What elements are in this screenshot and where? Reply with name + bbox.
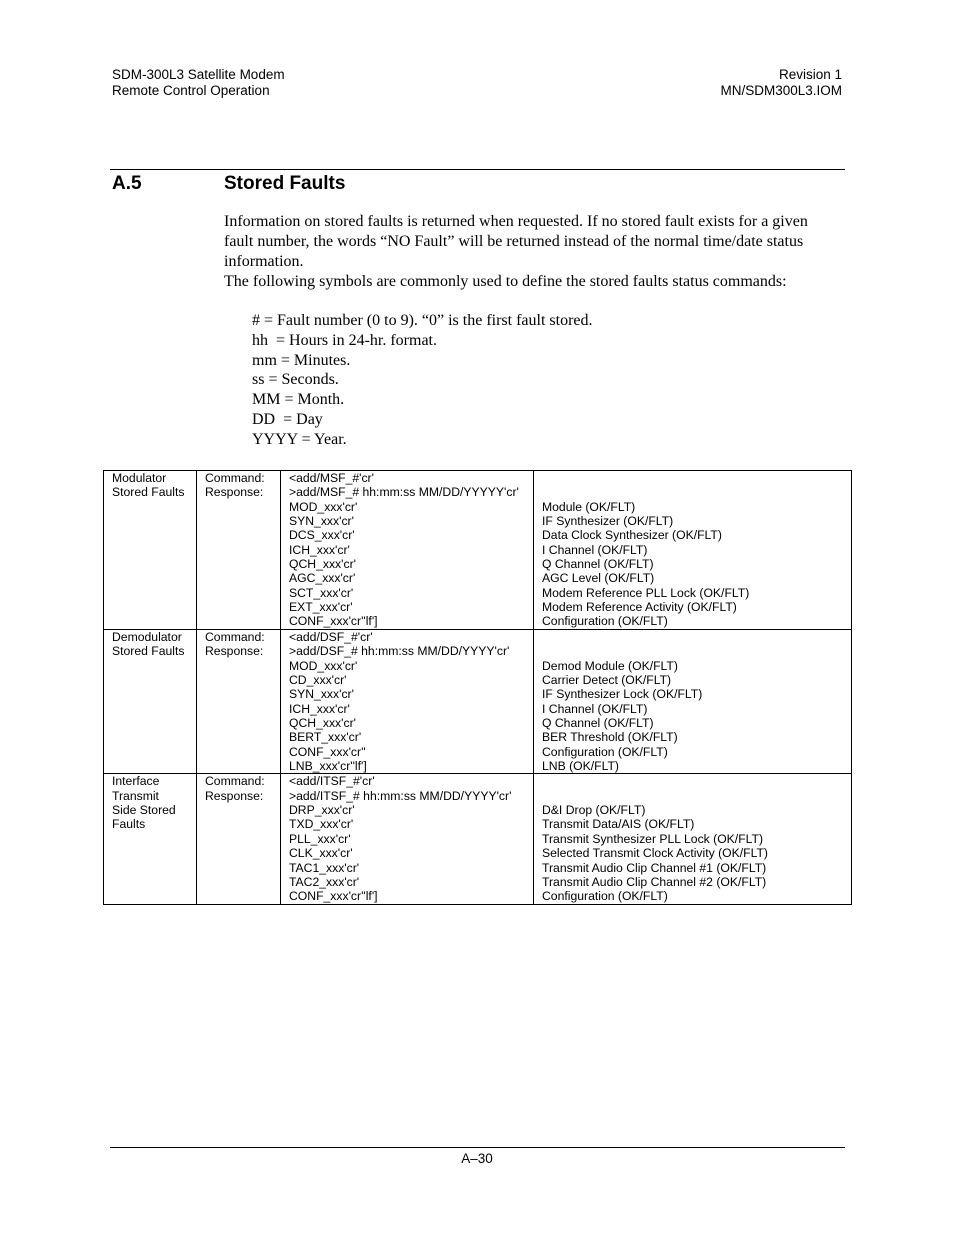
table-row [104,471,852,630]
status-description-line: LNB (OK/FLT) [542,759,619,774]
command-syntax-line: DCS_xxx'cr' [289,528,355,543]
command-syntax-line: >add/MSF_# hh:mm:ss MM/DD/YYYYY'cr' [289,485,519,500]
status-description-line: Transmit Audio Clip Channel #2 (OK/FLT) [542,874,767,889]
command-syntax-line: ICH_xxx'cr' [289,542,350,557]
symbol-item: YYYY = Year. [252,430,347,448]
command-syntax-line: SCT_xxx'cr' [289,585,354,600]
command-syntax-line: CD_xxx'cr' [289,673,347,688]
status-description-line: Configuration (OK/FLT) [542,614,668,629]
fault-group-name-cell [104,774,197,904]
page-number: A–30 [461,1151,493,1166]
command-syntax-line: TAC1_xxx'cr' [289,860,360,875]
command-syntax-line: SYN_xxx'cr' [289,514,354,529]
symbol-item: mm = Minutes. [252,351,351,369]
command-syntax-line: MOD_xxx'cr' [289,658,358,673]
command-syntax-line: TXD_xxx'cr' [289,817,354,832]
document-number: MN/SDM300L3.IOM [720,83,842,98]
command-syntax-line: QCH_xxx'cr' [289,557,356,572]
running-header-left [112,67,285,99]
table-row [104,774,852,904]
status-description-line: Modem Reference Activity (OK/FLT) [542,600,737,615]
command-syntax-line: >add/DSF_# hh:mm:ss MM/DD/YYYY'cr' [289,644,510,659]
status-description-line: Demod Module (OK/FLT) [542,658,678,673]
symbol-item: # = Fault number (0 to 9). “0” is the first fault stored. [252,312,593,329]
command-syntax-line: SYN_xxx'cr' [289,687,354,702]
footer-rule [110,1147,845,1148]
command-syntax-line: QCH_xxx'cr' [289,716,356,731]
message-type-cell [197,630,281,774]
status-description-line: I Channel (OK/FLT) [542,701,648,716]
table-row [104,630,852,774]
running-header-right [720,67,842,99]
revision-label: Revision 1 [778,67,842,82]
symbol-item: ss = Seconds. [252,371,339,389]
symbol-list [252,311,593,450]
message-type-cell [197,774,281,904]
command-syntax-line: CONF_xxx'cr''lf'] [289,614,378,629]
status-description-line: Module (OK/FLT) [542,499,636,514]
status-description-line: Configuration (OK/FLT) [542,744,668,759]
command-syntax-line: <add/MSF_#'cr' [289,471,374,485]
status-description-line: IF Synthesizer (OK/FLT) [542,514,674,529]
status-description-line: Modem Reference PLL Lock (OK/FLT) [542,585,750,600]
fault-group-name-line: Transmit [112,788,159,803]
fault-group-name-cell [104,471,197,630]
status-description-line: Q Channel (OK/FLT) [542,557,654,572]
section-rule [110,169,845,170]
message-type-line: Command: [205,471,265,485]
status-description-cell [534,471,852,630]
status-description-line: BER Threshold (OK/FLT) [542,730,678,745]
chapter-title: Remote Control Operation [112,83,270,98]
message-type-line: Response: [205,485,264,500]
command-syntax-line: MOD_xxx'cr' [289,499,358,514]
symbol-item: MM = Month. [252,391,345,409]
status-description-line: AGC Level (OK/FLT) [542,571,655,586]
status-description-line [542,471,851,485]
command-syntax-line: TAC2_xxx'cr' [289,874,360,889]
command-syntax-line: LNB_xxx'cr''lf'] [289,759,367,774]
fault-group-name-cell [104,630,197,774]
command-syntax-line: PLL_xxx'cr' [289,831,351,846]
message-type-cell [197,471,281,630]
command-syntax-line: EXT_xxx'cr' [289,600,353,615]
status-description-line: I Channel (OK/FLT) [542,542,648,557]
command-syntax-line: CLK_xxx'cr' [289,846,353,861]
command-syntax-line: AGC_xxx'cr' [289,571,356,586]
fault-group-name-line: Faults [112,817,146,832]
intro-text [224,212,839,292]
intro-paragraph-2: The following symbols are commonly used to define the stored faults status commands: [224,273,787,290]
status-description-line: Transmit Audio Clip Channel #1 (OK/FLT) [542,860,767,875]
status-description-line [542,630,851,644]
command-syntax-cell [281,471,534,630]
command-syntax-cell [281,630,534,774]
status-description-line: Carrier Detect (OK/FLT) [542,673,672,688]
symbol-item: hh = Hours in 24-hr. format. [252,331,437,349]
message-type-line: Command: [205,774,265,789]
status-description-line [542,485,851,499]
command-syntax-cell [281,774,534,904]
symbol-item: DD = Day [252,410,323,428]
section-title: Stored Faults [224,173,346,194]
command-syntax-line: DRP_xxx'cr' [289,803,355,818]
status-description-line [542,644,851,658]
section-number: A.5 [112,173,142,194]
fault-group-name-line: Demodulator [112,630,182,644]
status-description-line: IF Synthesizer Lock (OK/FLT) [542,687,703,702]
intro-paragraph-1: Information on stored faults is returned when requested. If no stored fault exists for a given fault number, the words “NO Fault” will be returned instead of the normal time/date status information. [224,213,808,270]
message-type-line: Command: [205,630,265,644]
status-description-line: D&I Drop (OK/FLT) [542,803,646,818]
fault-group-name-line: Interface [112,774,160,789]
message-type-line: Response: [205,788,264,803]
fault-group-name-line: Modulator [112,471,167,485]
fault-group-name-line: Side Stored [112,803,176,818]
command-syntax-line: <add/DSF_#'cr' [289,630,373,644]
command-syntax-line: >add/ITSF_# hh:mm:ss MM/DD/YYYY'cr' [289,788,512,803]
status-description-line: Transmit Data/AIS (OK/FLT) [542,817,695,832]
command-syntax-line: CONF_xxx'cr'' [289,744,366,759]
command-syntax-line: <add/ITSF_#'cr' [289,774,375,789]
status-description-line: Data Clock Synthesizer (OK/FLT) [542,528,722,543]
fault-group-name-line: Stored Faults [112,644,185,659]
status-description-cell [534,774,852,904]
status-description-line [542,774,851,788]
status-description-cell [534,630,852,774]
stored-faults-table [103,470,852,905]
message-type-line: Response: [205,644,264,659]
fault-group-name-line: Stored Faults [112,485,185,500]
status-description-line: Q Channel (OK/FLT) [542,716,654,731]
document-title: SDM-300L3 Satellite Modem [112,67,285,82]
status-description-line [542,789,851,803]
status-description-line: Selected Transmit Clock Activity (OK/FLT) [542,846,768,861]
command-syntax-line: ICH_xxx'cr' [289,701,350,716]
command-syntax-line: BERT_xxx'cr' [289,730,362,745]
status-description-line: Configuration (OK/FLT) [542,889,668,904]
status-description-line: Transmit Synthesizer PLL Lock (OK/FLT) [542,831,764,846]
command-syntax-line: CONF_xxx'cr''lf'] [289,889,378,904]
